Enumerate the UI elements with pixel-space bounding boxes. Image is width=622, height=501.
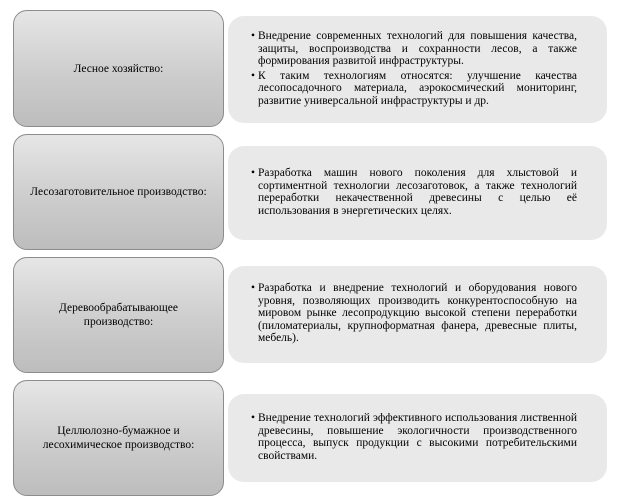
bullet-icon: • <box>251 167 256 179</box>
detail-box-woodworking <box>228 266 607 363</box>
detail-box-logging <box>228 146 607 240</box>
sector-label: Деревообрабатывающее производство: <box>59 302 178 328</box>
bullet-icon: • <box>251 282 256 295</box>
bullet-icon: • <box>251 69 256 82</box>
bullet-list <box>228 30 607 109</box>
detail-box-pulp-paper <box>228 394 607 482</box>
bullet-list <box>228 282 607 347</box>
bullet-item: • Разработка и внедрение технологий и оборудования нового уровня, позволяющих производить конкурентоспособную на мировом рынке лесопродукцию высокой степени переработки (пиломатериалы, крупноформатная фанера, древесные плиты, мебель). <box>251 282 577 345</box>
sector-box-logging <box>13 134 224 250</box>
bullet-list <box>228 412 607 464</box>
detail-box-forestry <box>228 16 607 123</box>
sector-box-pulp-paper <box>13 380 224 496</box>
bullet-icon: • <box>251 30 256 42</box>
sector-box-woodworking <box>13 257 224 373</box>
bullet-item: • К таким технологиям относятся: улучшение качества лесопосадочного материала, аэрокосмический мониторинг, развитие универсальной инфраструктуры и др. <box>251 69 577 107</box>
bullet-icon: • <box>251 412 256 424</box>
bullet-item: • Разработка машин нового поколения для хлыстовой и сортиментной технологии лесозаготовок, а также технологий переработки некачественной древесины с целью её использования в энергетических целях. <box>251 167 577 217</box>
sector-label: Лесозаготовительное производство: <box>30 186 207 198</box>
bullet-item: • Внедрение современных технологий для повышения качества, защиты, воспроизводства и сохранности лесов, а также формирования развитой инфраструктуры. <box>251 30 577 67</box>
sector-box-forestry <box>13 10 224 127</box>
sector-label: Целлюлозно-бумажное и лесохимическое производство: <box>42 425 195 451</box>
bullet-item: • Внедрение технологий эффективного использования лиственной древесины, повышение экологичности производственного процесса, выпуск продукции с высокими потребительскими свойствами. <box>251 412 577 462</box>
bullet-list <box>228 167 607 219</box>
sector-label: Лесное хозяйство: <box>73 62 164 75</box>
